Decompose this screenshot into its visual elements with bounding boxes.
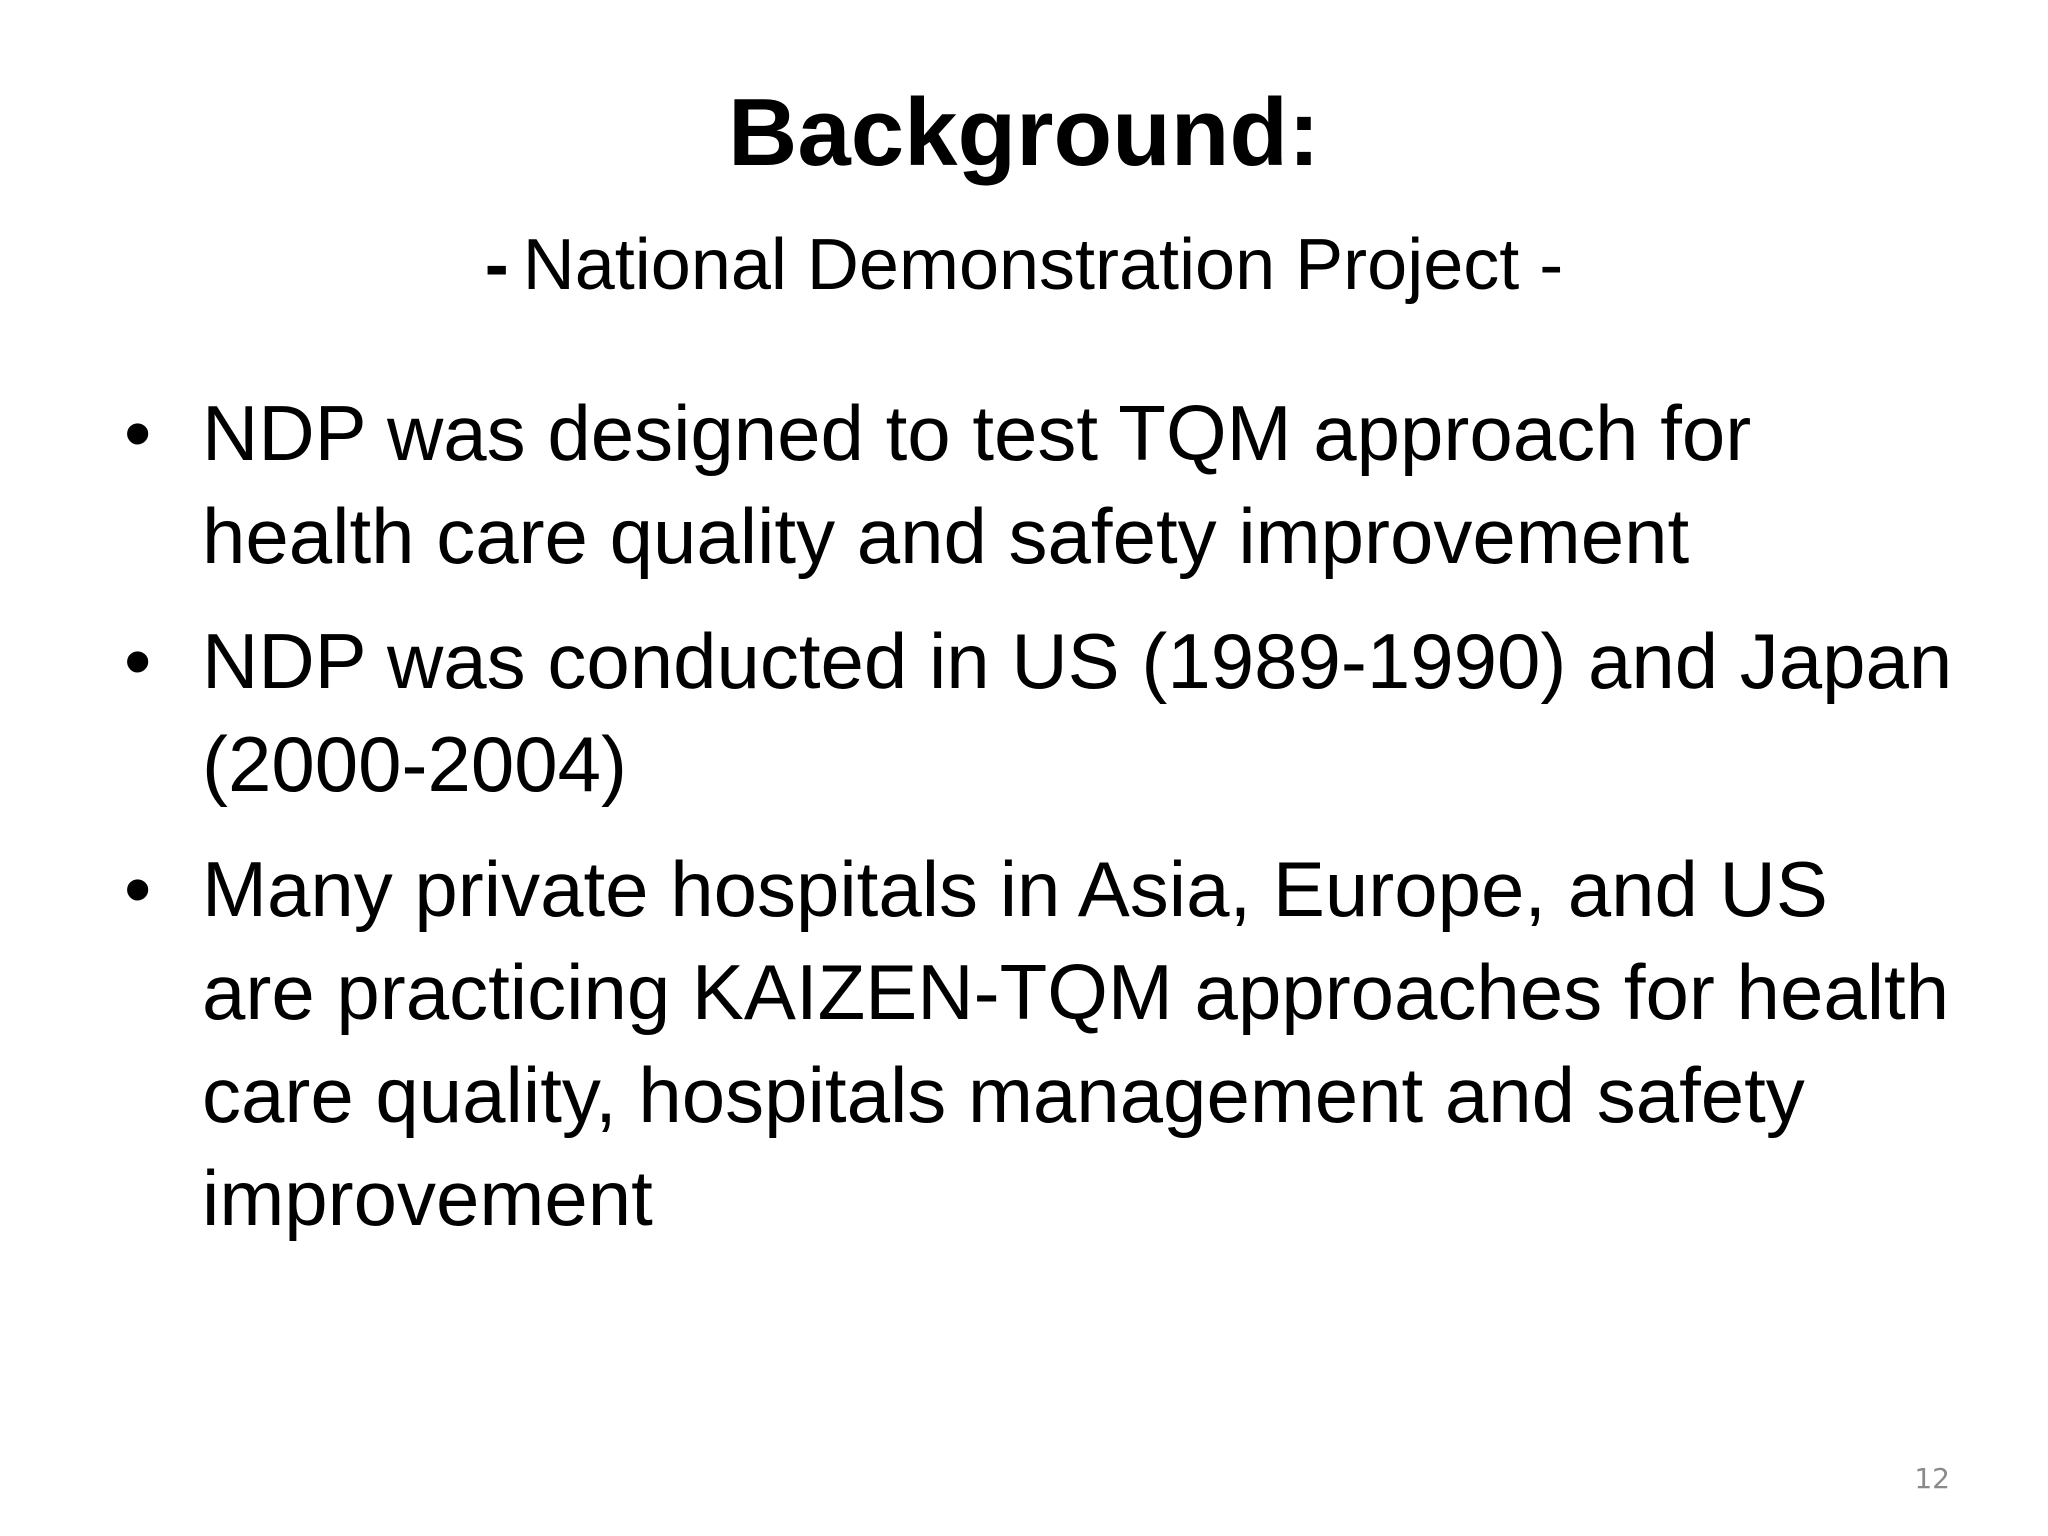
page-number: 12 xyxy=(1914,1462,1950,1495)
bullet-list xyxy=(0,382,2048,1272)
bullet-item xyxy=(0,838,2000,1250)
bullet-item xyxy=(0,382,2000,588)
slide-subtitle xyxy=(0,222,2048,308)
bullet-icon: • xyxy=(124,389,152,477)
bullet-icon: • xyxy=(124,845,152,933)
bullet-icon: • xyxy=(124,617,152,705)
subtitle-text: National Demonstration Project - xyxy=(522,225,1564,305)
bullet-text: NDP was designed to test TQM approach for health care quality and safety improvement xyxy=(202,389,1752,580)
bullet-text: NDP was conducted in US (1989-1990) and Japan (2000-2004) xyxy=(202,617,1953,808)
slide-title: Background: xyxy=(727,79,1321,186)
subtitle-dash: - xyxy=(484,225,509,305)
bullet-item xyxy=(0,610,2000,816)
bullet-text: Many private hospitals in Asia, Europe, and US are practicing KAIZEN-TQM approaches for health care quality, hospitals management and safety improvement xyxy=(202,845,1950,1242)
